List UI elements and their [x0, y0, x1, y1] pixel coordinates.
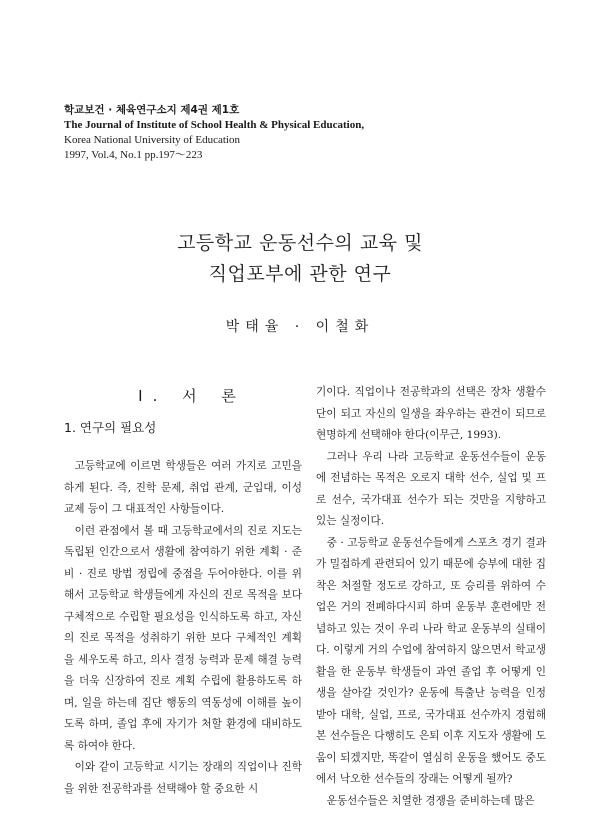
paragraph: 기이다. 직업이나 전공학과의 선택은 장차 생활수단이 되고 자신의 일생을 좌우하는 관건이 되므로 현명하게 선택해야 한다(이무근, 1993). — [316, 386, 546, 441]
paper-title-line-1: 고등학교 운동선수의 교육 및 — [177, 232, 423, 254]
paragraph: 운동선수들은 치열한 경쟁을 준비하는데 많은 — [326, 794, 535, 807]
journal-institution: Korea National University of Education — [64, 134, 240, 146]
paragraph: 중 · 고등학교 운동선수들에게 스포츠 경기 결과가 밀접하게 관련되어 있기 때문에 승부에 대한 집착은 처절할 정도로 강하고, 또 승리를 위하여 수업은 거의 전폐하다시피 하며 운동부 훈련에만 전념하고 있는 것이 우리 나라 학교 운동부의 실태이다. 이렇게 거의 수업에 참여하지 않으면서 학교생활을 한 운동부 학생들이 과연 졸업 후 어떻게 인생을 살아갈 것인가? 운동에 특출난 능력을 인정받아 대학, 실업, 프로, 국가대표 선수까지 경험해본 선수들은 다행히도 은퇴 이후 지도자 생활에 도움이 되겠지만, 똑같이 열심히 운동을 했어도 중도에서 낙오한 선수들의 장래는 어떻게 될까? — [316, 536, 546, 785]
paragraph: 그러나 우리 나라 고등학교 운동선수들이 운동에 전념하는 목적은 오로지 대학 선수, 실업 및 프로 선수, 국가대표 선수가 되는 것만을 지향하고 있는 실정이다. — [316, 450, 546, 527]
journal-korean-title: 학교보건 · 체육연구소지 제4권 제1호 — [64, 104, 240, 116]
section-heading: Ⅰ. 서 론 — [138, 387, 246, 405]
paragraph: 이와 같이 고등학교 시기는 장래의 직업이나 진학을 위한 전공학과를 선택해야 할 중요한 시 — [64, 761, 302, 795]
right-column — [316, 382, 546, 812]
paragraph: 이런 관점에서 볼 때 고등학교에서의 진로 지도는 독립된 인간으로서 생활에 참여하기 위한 계획 · 준비 · 진로 방법 정립에 중점을 두어야한다. 이를 위해서 고등학교 학생들에게 자신의 진로 목적을 보다 구체적으로 수립할 필요성을 인식하도록 하고, 자신의 진로 목적을 성취하기 위한 보다 구체적인 계획을 세우도록 하고, 의사 결정 능력과 문제 해결 능력을 더욱 신장하여 진로 계획 수립에 활용하도록 하며, 일을 하는데 집단 행동의 역동성에 이해를 높이도록 하며, 졸업 후에 자기가 처할 환경에 대비하도록 하여야 한다. — [64, 524, 302, 752]
subsection-heading: 1. 연구의 필요성 — [64, 420, 157, 435]
journal-header — [64, 103, 484, 163]
paper-title-line-2: 직업포부에 관한 연구 — [208, 263, 392, 285]
journal-citation: 1997, Vol.4, No.1 pp.197～223 — [64, 149, 203, 161]
left-column — [64, 382, 302, 800]
paragraph: 고등학교에 이르면 학생들은 여러 가지로 고민을 하게 된다. 즉, 진학 문제, 취업 관계, 군입대, 이성 교제 등이 그 대표적인 사항들이다. — [64, 460, 302, 515]
journal-english-title: The Journal of Institute of School Health & Physical Education, — [64, 119, 365, 131]
paper-authors: 박태율 · 이철화 — [225, 319, 375, 335]
